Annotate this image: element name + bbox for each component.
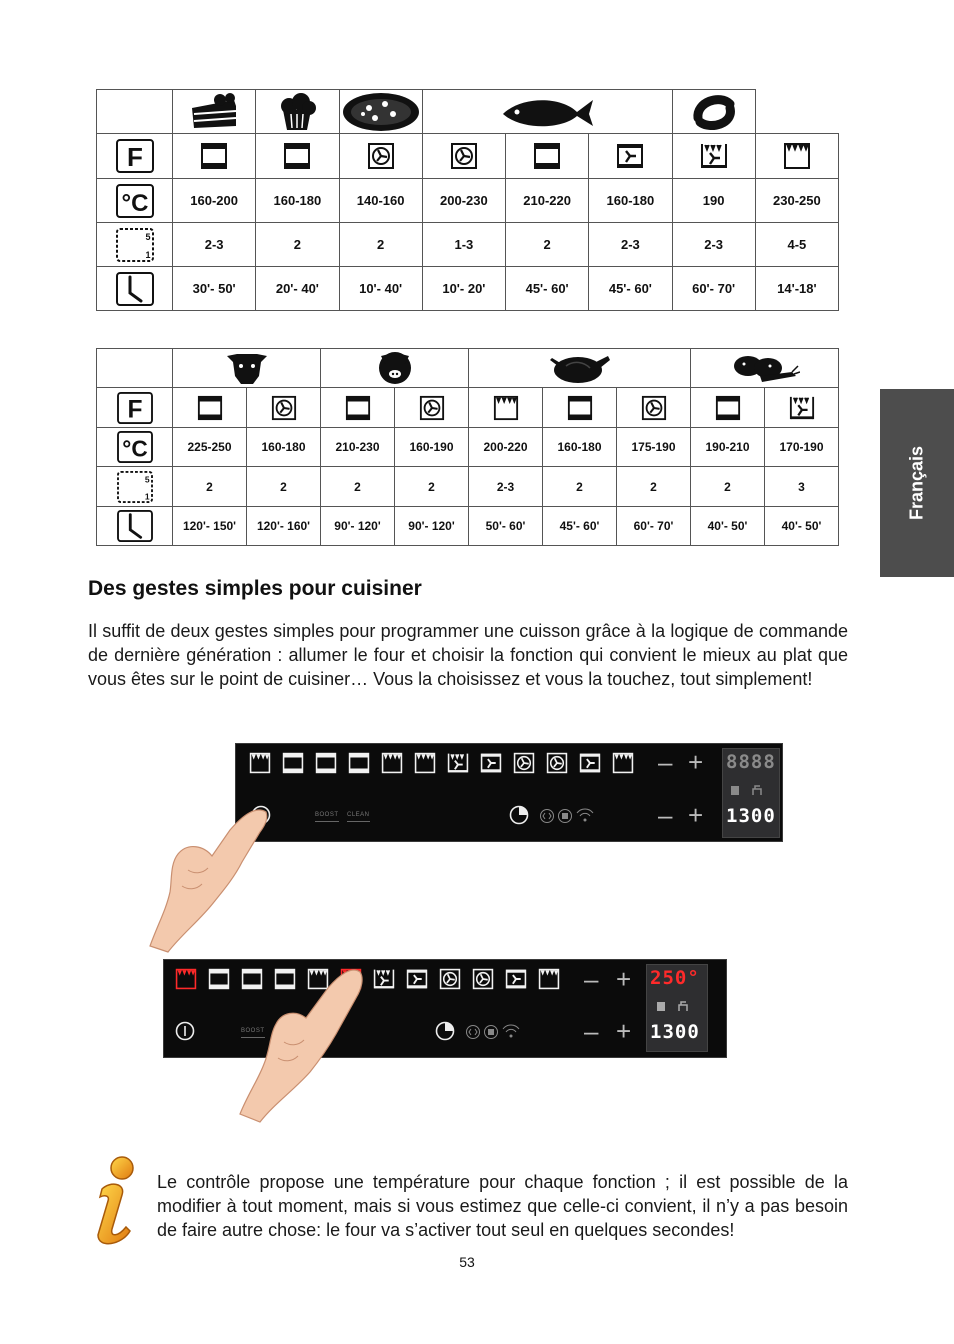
panel1-time-minus-button[interactable]: – — [658, 800, 673, 830]
table2-group-poultry — [469, 349, 691, 388]
table1-group-muffin — [256, 90, 339, 134]
power-icon — [175, 1021, 195, 1041]
time-cell: 120'- 150' — [173, 507, 247, 546]
function-cell — [672, 134, 755, 179]
oven-function-button[interactable] — [381, 752, 403, 779]
muffin-icon — [273, 92, 321, 132]
time-cell: 90'- 120' — [321, 507, 395, 546]
power-button[interactable] — [175, 1021, 195, 1046]
panel1-top-display: 8888 — [726, 751, 776, 773]
grill-function-icon — [783, 142, 811, 170]
function-cell — [765, 388, 839, 428]
table2-group-vegetables — [691, 349, 839, 388]
time-cell: 45'- 60' — [589, 267, 672, 311]
function-cell — [173, 388, 247, 428]
level-cell: 3 — [765, 467, 839, 507]
function-cell — [589, 134, 672, 179]
time-row-icon — [97, 507, 173, 546]
svg-text:°C: °C — [121, 189, 148, 217]
conventional-function-icon — [715, 395, 741, 421]
fan-grill-function-icon — [439, 968, 461, 990]
section-title: Des gestes simples pour cuisiner — [88, 577, 422, 600]
time-cell: 120'- 160' — [247, 507, 321, 546]
temp-cell: 190-210 — [691, 428, 765, 467]
timer-button[interactable] — [509, 805, 529, 830]
pizza-icon — [341, 92, 421, 132]
beef-icon — [223, 350, 271, 386]
level-cell: 2-3 — [589, 223, 672, 267]
function-cell — [617, 388, 691, 428]
fan-grill-function-icon — [271, 395, 297, 421]
function-cell — [256, 134, 339, 179]
fan-bottom-function-icon — [406, 968, 428, 990]
function-cell — [173, 134, 256, 179]
conventional-function-icon — [315, 752, 337, 774]
temp-cell: 170-190 — [765, 428, 839, 467]
level-cell: 2 — [617, 467, 691, 507]
level-cell: 2-3 — [672, 223, 755, 267]
fan-bottom-function-icon — [505, 968, 527, 990]
oven-function-button[interactable] — [447, 752, 469, 779]
time-cell: 60'- 70' — [672, 267, 755, 311]
cooking-table-2 — [96, 348, 839, 546]
conventional-function-icon — [567, 395, 593, 421]
wifi-icon[interactable] — [503, 1025, 519, 1038]
table1-corner — [97, 90, 173, 134]
panel1-time-plus-button[interactable]: + — [688, 800, 704, 830]
function-letter-icon — [115, 391, 155, 425]
panel2-top-display: 250° — [650, 967, 700, 989]
oven-function-button[interactable] — [472, 968, 494, 995]
cooking-table-1 — [96, 89, 839, 311]
level-cell: 2 — [339, 223, 422, 267]
timer-icon — [435, 1021, 455, 1041]
conventional-function-icon — [200, 142, 228, 170]
function-cell — [506, 134, 589, 179]
grill-function-icon — [493, 395, 519, 421]
fan-grill-function-icon — [546, 752, 568, 774]
conventional-function-icon — [197, 395, 223, 421]
oven-function-button[interactable] — [348, 752, 370, 779]
temp-cell: 160-180 — [543, 428, 617, 467]
panel2-display — [646, 964, 708, 1052]
panel2-small-controls — [465, 1024, 525, 1045]
grill-function-icon — [249, 752, 271, 774]
wifi-icon[interactable] — [577, 809, 593, 822]
conventional-function-icon — [345, 395, 371, 421]
fan-grill-function-icon — [472, 968, 494, 990]
level-cell: 2 — [321, 467, 395, 507]
fan-bottom-function-icon — [616, 142, 644, 170]
clock-icon — [115, 271, 155, 307]
grill-function-icon — [538, 968, 560, 990]
svg-text:1: 1 — [144, 490, 150, 501]
level-cell: 4-5 — [755, 223, 838, 267]
panel2-temp-plus-button[interactable]: + — [616, 964, 632, 994]
temp-cell: 200-220 — [469, 428, 543, 467]
panel2-bottom-display: 1300 — [650, 1021, 700, 1043]
panel2-temp-minus-button[interactable]: – — [584, 964, 599, 994]
time-cell: 40'- 50' — [765, 507, 839, 546]
celsius-icon — [115, 430, 155, 464]
level-cell: 2-3 — [173, 223, 256, 267]
table1-time-row — [97, 267, 839, 311]
fan-top-bottom-function-icon — [447, 752, 469, 774]
grill-function-icon — [381, 752, 403, 774]
temp-cell: 160-180 — [589, 179, 672, 223]
temp-cell: 160-180 — [256, 179, 339, 223]
panel1-indicator-icons — [729, 783, 769, 797]
info-icon — [88, 1155, 140, 1251]
grill-function-icon — [175, 968, 197, 990]
time-cell: 45'- 60' — [543, 507, 617, 546]
oven-function-button[interactable] — [612, 752, 634, 779]
fish-icon — [497, 92, 597, 132]
time-cell: 50'- 60' — [469, 507, 543, 546]
vegetables-icon — [730, 350, 800, 386]
info-paragraph: Le contrôle propose une température pour chaque fonction ; il est possible de la modifier à tout moment, mais si vous estimez que celle-ci convient, il n’y a pas besoin de faire autre chose: le four va s’activer tout seul en quelques secondes! — [157, 1172, 848, 1240]
poultry-icon — [548, 350, 612, 386]
clock-icon — [115, 509, 155, 543]
grill-function-icon — [414, 752, 436, 774]
control-panel-off — [235, 743, 783, 842]
level-cell: 2 — [247, 467, 321, 507]
svg-text:F: F — [126, 142, 143, 172]
boost-button[interactable]: BOOST — [315, 812, 339, 818]
temp-cell: 175-190 — [617, 428, 691, 467]
temp-cell: 190 — [672, 179, 755, 223]
time-cell: 10'- 40' — [339, 267, 422, 311]
temp-cell: 200-230 — [422, 179, 505, 223]
table2-group-pork — [321, 349, 469, 388]
fan-grill-function-icon — [641, 395, 667, 421]
table1-function-row — [97, 134, 839, 179]
fan-top-bottom-function-icon — [789, 395, 815, 421]
function-letter-icon — [115, 138, 155, 174]
intro-paragraph: Il suffit de deux gestes simples pour programmer une cuisson grâce à la logique de commande de dernière génération : allumer le four et choisir la fonction qui convient le mieux au plat que vous êtes sur le point de cuisiner… Vous la choisissez et vous la touchez, tout simplement! — [88, 621, 848, 689]
level-cell: 2 — [395, 467, 469, 507]
stop-icon[interactable] — [485, 1026, 498, 1039]
temperature-row-icon — [97, 428, 173, 467]
level-row-icon — [97, 467, 173, 507]
page-number: 53 — [459, 1254, 475, 1270]
function-cell — [395, 388, 469, 428]
function-cell — [469, 388, 543, 428]
function-cell — [321, 388, 395, 428]
oven-function-button[interactable] — [546, 752, 568, 779]
stop-icon[interactable] — [559, 810, 572, 823]
svg-text:F: F — [127, 395, 142, 423]
table1-group-fish — [422, 90, 672, 134]
oven-function-button[interactable] — [406, 968, 428, 995]
temp-cell: 160-200 — [173, 179, 256, 223]
level-cell: 1-3 — [422, 223, 505, 267]
time-cell: 10'- 20' — [422, 267, 505, 311]
time-cell: 45'- 60' — [506, 267, 589, 311]
panel1-small-controls — [539, 808, 599, 829]
svg-text:1: 1 — [144, 249, 151, 260]
oven-function-button[interactable] — [513, 752, 535, 779]
fan-bottom-function-icon — [480, 752, 502, 774]
celsius-icon — [115, 183, 155, 219]
table2-group-beef — [173, 349, 321, 388]
boost-button[interactable]: BOOST — [241, 1028, 265, 1034]
timer-button[interactable] — [435, 1021, 455, 1046]
sound-icon[interactable] — [541, 810, 554, 823]
level-row-icon — [97, 223, 173, 267]
temp-cell: 160-180 — [247, 428, 321, 467]
panel2-indicator-icons — [655, 999, 695, 1013]
panel1-temp-plus-button[interactable]: + — [688, 747, 704, 777]
table1-group-sausage — [672, 90, 755, 134]
oven-function-button[interactable] — [208, 968, 230, 995]
conventional-function-icon — [283, 142, 311, 170]
svg-text:5: 5 — [144, 231, 151, 242]
oven-function-button[interactable] — [373, 968, 395, 995]
oven-function-button[interactable] — [480, 752, 502, 779]
conventional-function-icon — [282, 752, 304, 774]
fan-bottom-function-icon — [579, 752, 601, 774]
table1-temperature-row — [97, 179, 839, 223]
table2-function-row — [97, 388, 839, 428]
table2-level-row — [97, 467, 839, 507]
function-row-icon — [97, 134, 173, 179]
oven-function-button[interactable] — [414, 752, 436, 779]
oven-function-button[interactable] — [579, 752, 601, 779]
panel1-bottom-display: 1300 — [726, 805, 776, 827]
cake-icon — [186, 92, 242, 132]
panel2-time-minus-button[interactable]: – — [584, 1016, 599, 1046]
conventional-function-icon — [533, 142, 561, 170]
oven-function-button[interactable] — [249, 752, 271, 779]
level-cell: 2 — [691, 467, 765, 507]
oven-function-button[interactable] — [505, 968, 527, 995]
language-label: Français — [906, 445, 927, 521]
temp-cell: 225-250 — [173, 428, 247, 467]
function-row-icon — [97, 388, 173, 428]
panel1-display — [722, 748, 780, 838]
function-cell — [755, 134, 838, 179]
svg-text:°C: °C — [121, 435, 148, 462]
time-cell: 40'- 50' — [691, 507, 765, 546]
fan-grill-function-icon — [450, 142, 478, 170]
oven-function-button[interactable] — [439, 968, 461, 995]
table2-time-row — [97, 507, 839, 546]
time-cell: 90'- 120' — [395, 507, 469, 546]
oven-function-button[interactable] — [315, 752, 337, 779]
level-cell: 2 — [543, 467, 617, 507]
table1-level-row — [97, 223, 839, 267]
fan-grill-function-icon — [513, 752, 535, 774]
temperature-row-icon — [97, 179, 173, 223]
oven-function-button[interactable] — [282, 752, 304, 779]
temp-cell: 140-160 — [339, 179, 422, 223]
fan-grill-function-icon — [367, 142, 395, 170]
table2-corner — [97, 349, 173, 388]
level-cell: 2-3 — [469, 467, 543, 507]
sausage-icon — [690, 92, 738, 132]
function-cell — [247, 388, 321, 428]
conventional-function-icon — [348, 752, 370, 774]
fan-top-bottom-function-icon — [700, 142, 728, 170]
function-cell — [422, 134, 505, 179]
time-row-icon — [97, 267, 173, 311]
time-cell: 30'- 50' — [173, 267, 256, 311]
table2-temperature-row — [97, 428, 839, 467]
table1-group-cake — [173, 90, 256, 134]
fan-grill-function-icon — [419, 395, 445, 421]
shelf-level-icon — [115, 470, 155, 504]
pork-icon — [375, 350, 415, 386]
function-cell — [691, 388, 765, 428]
panel2-time-plus-button[interactable]: + — [616, 1016, 632, 1046]
panel1-temp-minus-button[interactable]: – — [658, 747, 673, 777]
temp-cell: 210-220 — [506, 179, 589, 223]
language-side-tab — [880, 389, 954, 577]
clean-button[interactable]: CLEAN — [347, 812, 370, 818]
time-cell: 60'- 70' — [617, 507, 691, 546]
level-cell: 2 — [173, 467, 247, 507]
sound-icon[interactable] — [467, 1026, 480, 1039]
conventional-function-icon — [208, 968, 230, 990]
svg-text:5: 5 — [144, 473, 150, 484]
time-cell: 20'- 40' — [256, 267, 339, 311]
oven-function-button[interactable] — [175, 968, 197, 995]
grill-function-icon — [612, 752, 634, 774]
oven-function-button[interactable] — [538, 968, 560, 995]
function-cell — [543, 388, 617, 428]
level-cell: 2 — [256, 223, 339, 267]
level-cell: 2 — [506, 223, 589, 267]
hand-illustration-1 — [148, 800, 268, 960]
temp-cell: 160-190 — [395, 428, 469, 467]
temp-cell: 210-230 — [321, 428, 395, 467]
fan-top-bottom-function-icon — [373, 968, 395, 990]
temp-cell: 230-250 — [755, 179, 838, 223]
time-cell: 14'-18' — [755, 267, 838, 311]
timer-icon — [509, 805, 529, 825]
shelf-level-icon — [115, 227, 155, 263]
table1-group-pizza — [339, 90, 422, 134]
function-cell — [339, 134, 422, 179]
hand-illustration-2 — [236, 968, 366, 1128]
